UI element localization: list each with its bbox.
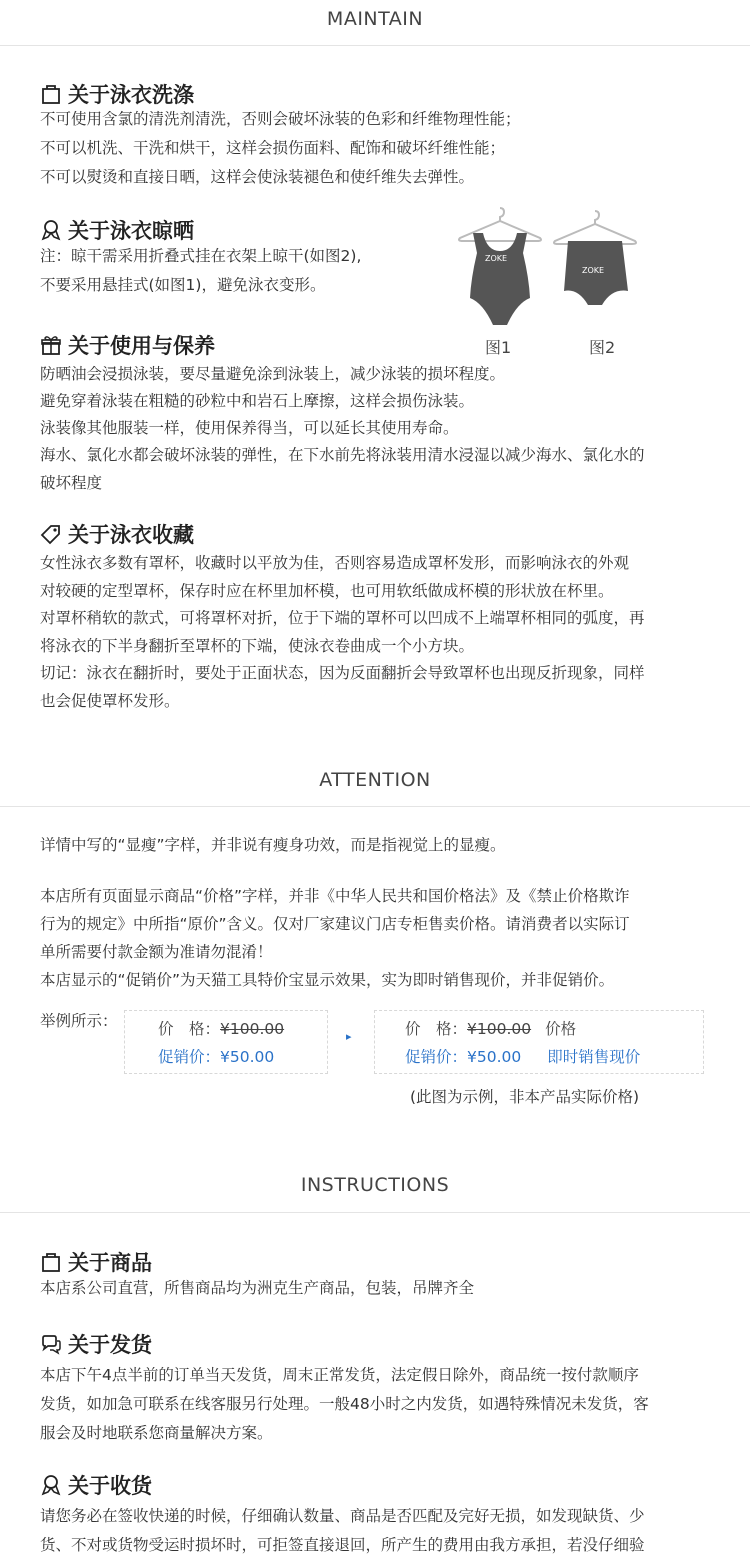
care-heading [40, 330, 215, 360]
care-line-4: 海水、氯化水都会破坏泳装的弹性，在下水前先将泳装用清水浸湿以减少海水、氯化水的 [40, 446, 645, 464]
attention-divider [0, 806, 750, 807]
drying-line-1: 注：晾干需采用折叠式挂在衣架上晾干(如图2), [40, 247, 362, 265]
storage-line-5: 切记：泳衣在翻折时，要处于正面状态，因为反面翻折会导致罩杯也出现反折现象，同样 [40, 664, 645, 682]
bag-icon [40, 1251, 62, 1273]
product-line-1: 本店系公司直营，所售商品均为洲克生产商品，包装，吊牌齐全 [40, 1279, 475, 1297]
instructions-divider [0, 1212, 750, 1213]
shipping-line-2: 发货，如加急可联系在线客服另行处理。一般48小时之内发货，如遇特殊情况未发货，客 [40, 1395, 649, 1413]
drying-line-2: 不要采用悬挂式(如图1)，避免泳衣变形。 [40, 276, 326, 294]
product-heading [40, 1247, 152, 1277]
box2-price-label: 价 格： [405, 1020, 468, 1038]
instructions-title: INSTRUCTIONS [300, 1174, 450, 1196]
care-line-2: 避免穿着泳装在粗糙的砂粒中和岩石上摩擦，这样会损伤泳装。 [40, 392, 475, 410]
care-line-1: 防晒油会浸损泳装，要尽量避免涂到泳装上，减少泳装的损坏程度。 [40, 365, 506, 383]
example-label: 举例所示： [40, 1012, 118, 1030]
receiving-heading-text: 关于收货 [68, 1474, 152, 1498]
swimsuit-1-brand: ZOKE [485, 254, 508, 263]
figure-1-caption: 图1 [485, 338, 512, 357]
storage-line-2: 对较硬的定型罩杯，保存时应在杯里加杯模，也可用软纸做成杯模的形状放在杯里。 [40, 582, 614, 600]
maintain-divider [0, 45, 750, 46]
box2-promo-value: ¥50.00 [467, 1048, 522, 1066]
care-heading-text: 关于使用与保养 [68, 334, 215, 358]
receiving-line-2: 货、不对或货物受运时损坏时，可拒签直接退回，所产生的费用由我方承担，若没仔细验 [40, 1536, 645, 1554]
example-note: (此图为示例，非本产品实际价格) [410, 1088, 640, 1106]
washing-line-1: 不可使用含氯的清洗剂清洗，否则会破坏泳装的色彩和纤维物理性能； [40, 110, 521, 128]
maintain-title: MAINTAIN [326, 8, 424, 30]
receiving-heading [40, 1470, 152, 1500]
shipping-heading-text: 关于发货 [68, 1333, 152, 1357]
box2-price-value: ¥100.00 [467, 1020, 532, 1038]
care-line-5: 破坏程度 [40, 474, 103, 492]
swimsuit-figure-2 [550, 203, 650, 323]
drying-heading-text: 关于泳衣晾晒 [68, 219, 194, 243]
storage-line-1: 女性泳衣多数有罩杯，收藏时以平放为佳，否则容易造成罩杯发形，而影响泳衣的外观 [40, 554, 630, 572]
attention-title: ATTENTION [319, 769, 431, 791]
price-example-box-2 [374, 1010, 704, 1074]
figure-2-caption: 图2 [589, 338, 616, 357]
swimsuit-2-brand: ZOKE [582, 266, 605, 275]
swimsuit-figure-1 [455, 203, 545, 333]
drying-heading [40, 215, 194, 245]
attention-para-line-4: 本店显示的“促销价”为天猫工具特价宝显示效果，实为即时销售现价，并非促销价。 [40, 971, 615, 989]
storage-line-4: 将泳衣的下半身翻折至罩杯的下端，使泳衣卷曲成一个小方块。 [40, 637, 475, 655]
chat-icon [40, 1333, 62, 1355]
storage-line-3: 对罩杯稍软的款式，可将罩杯对折，位于下端的罩杯可以凹成不上端罩杯相同的弧度，再 [40, 609, 645, 627]
storage-heading-text: 关于泳衣收藏 [68, 523, 194, 547]
box1-promo-value: ¥50.00 [220, 1048, 275, 1066]
shipping-line-1: 本店下午4点半前的订单当天发货，周末正常发货，法定假日除外，商品统一按付款顺序 [40, 1366, 639, 1384]
attention-para-line-1: 本店所有页面显示商品“价格”字样，并非《中华人民共和国价格法》及《禁止价格欺诈 [40, 887, 630, 905]
price-example-box-1 [124, 1010, 328, 1074]
tag-icon [40, 523, 62, 545]
box2-promo-label: 促销价： [405, 1048, 468, 1066]
box1-promo-label: 促销价： [158, 1048, 221, 1066]
box1-price-value: ¥100.00 [220, 1020, 285, 1038]
shipping-line-3: 服会及时地联系您商量解决方案。 [40, 1424, 273, 1442]
washing-line-2: 不可以机洗、干洗和烘干，这样会损伤面料、配饰和破坏纤维性能； [40, 139, 506, 157]
storage-heading [40, 519, 194, 549]
washing-heading-text: 关于泳衣洗涤 [68, 83, 194, 107]
box1-price-label: 价 格： [158, 1020, 221, 1038]
product-heading-text: 关于商品 [68, 1251, 152, 1275]
box2-promo-note: 即时销售现价 [547, 1048, 641, 1066]
attention-line-1: 详情中写的“显瘦”字样，并非说有瘦身功效，而是指视觉上的显瘦。 [40, 836, 506, 854]
receiving-line-1: 请您务必在签收快递的时候，仔细确认数量、商品是否匹配及完好无损，如发现缺货、少 [40, 1507, 645, 1525]
award-icon [40, 219, 62, 241]
care-line-3: 泳装像其他服装一样，使用保养得当，可以延长其使用寿命。 [40, 419, 459, 437]
attention-para-line-3: 单所需要付款金额为准请勿混淆！ [40, 943, 273, 961]
washing-line-3: 不可以熨烫和直接日晒，这样会使泳装褪色和使纤维失去弹性。 [40, 168, 475, 186]
attention-para-line-2: 行为的规定》中所指“原价”含义。仅对厂家建议门店专柜售卖价格。请消费者以实际订 [40, 915, 630, 933]
example-arrow: ▸ [346, 1030, 352, 1043]
storage-line-6: 也会促使罩杯发形。 [40, 692, 180, 710]
gift-icon [40, 334, 62, 356]
box2-price-note: 价格 [545, 1020, 577, 1038]
award-icon [40, 1474, 62, 1496]
shipping-heading [40, 1329, 152, 1359]
bag-icon [40, 83, 62, 105]
